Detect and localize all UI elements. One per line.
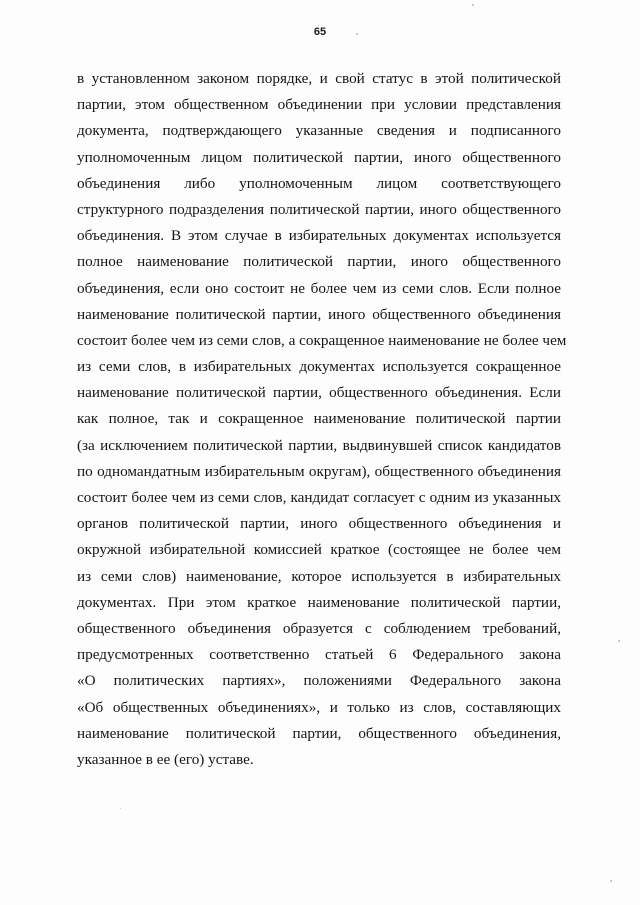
scan-speck [356, 33, 358, 35]
body-line: состоит более чем из семи слов, кандидат согласует с одним из указанных [77, 489, 561, 506]
body-line: органов политической партии, иного общественного объединения и [77, 515, 561, 533]
body-line: (за исключением политической партии, выдвинувшей список кандидатов [77, 436, 561, 454]
body-line: структурного подразделения политической партии, иного общественного [77, 200, 561, 218]
body-line: объединения, если оно состоит не более чем из семи слов. Если полное [77, 279, 561, 297]
body-line: полное наименование политической партии, иного общественного [77, 253, 561, 271]
body-line: «О политических партиях», положениями Федерального закона [77, 672, 561, 690]
body-line: указанное в ее (его) уставе. [77, 750, 254, 768]
body-line: в установленном законом порядке, и свой статус в этой политической [77, 70, 561, 87]
body-line: общественного объединения образуется с соблюдением требований, [77, 619, 561, 637]
body-line: как полное, так и сокращенное наименование политической партии [77, 410, 561, 428]
scan-speck [618, 640, 620, 642]
body-line: наименование политической партии, общественного объединения. Если [77, 384, 561, 402]
body-line: документах. При этом краткое наименование политической партии, [77, 593, 561, 611]
body-text [77, 66, 567, 773]
body-line: наименование политической партии, иного общественного объединения [77, 305, 561, 323]
scan-speck [610, 880, 612, 882]
body-line: из семи слов) наименование, которое используется в избирательных [77, 567, 561, 585]
body-line: объединения либо уполномоченным лицом соответствующего [77, 174, 561, 192]
body-line: предусмотренных соответственно статьей 6 Федерального закона [77, 646, 561, 664]
body-line: по одномандатным избирательным округам), общественного объединения [77, 462, 561, 480]
body-line: документа, подтверждающего указанные сведения и подписанного [77, 122, 561, 140]
body-line: окружной избирательной комиссией краткое (состоящее не более чем [77, 541, 561, 559]
body-line: наименование политической партии, общественного объединения, [77, 724, 561, 742]
body-line: объединения. В этом случае в избирательных документах используется [77, 227, 561, 245]
body-line: состоит более чем из семи слов, а сокращенное наименование не более чем [77, 331, 567, 349]
page-number: 65 [313, 26, 327, 38]
scan-speck [120, 808, 121, 809]
body-line: из семи слов, в избирательных документах используется сокращенное [77, 358, 561, 376]
body-line: партии, этом общественном объединении при условии представления [77, 96, 561, 114]
scan-speck [472, 4, 474, 6]
body-line: уполномоченным лицом политической партии, иного общественного [77, 148, 561, 166]
body-line: «Об общественных объединениях», и только из слов, составляющих [77, 698, 561, 716]
